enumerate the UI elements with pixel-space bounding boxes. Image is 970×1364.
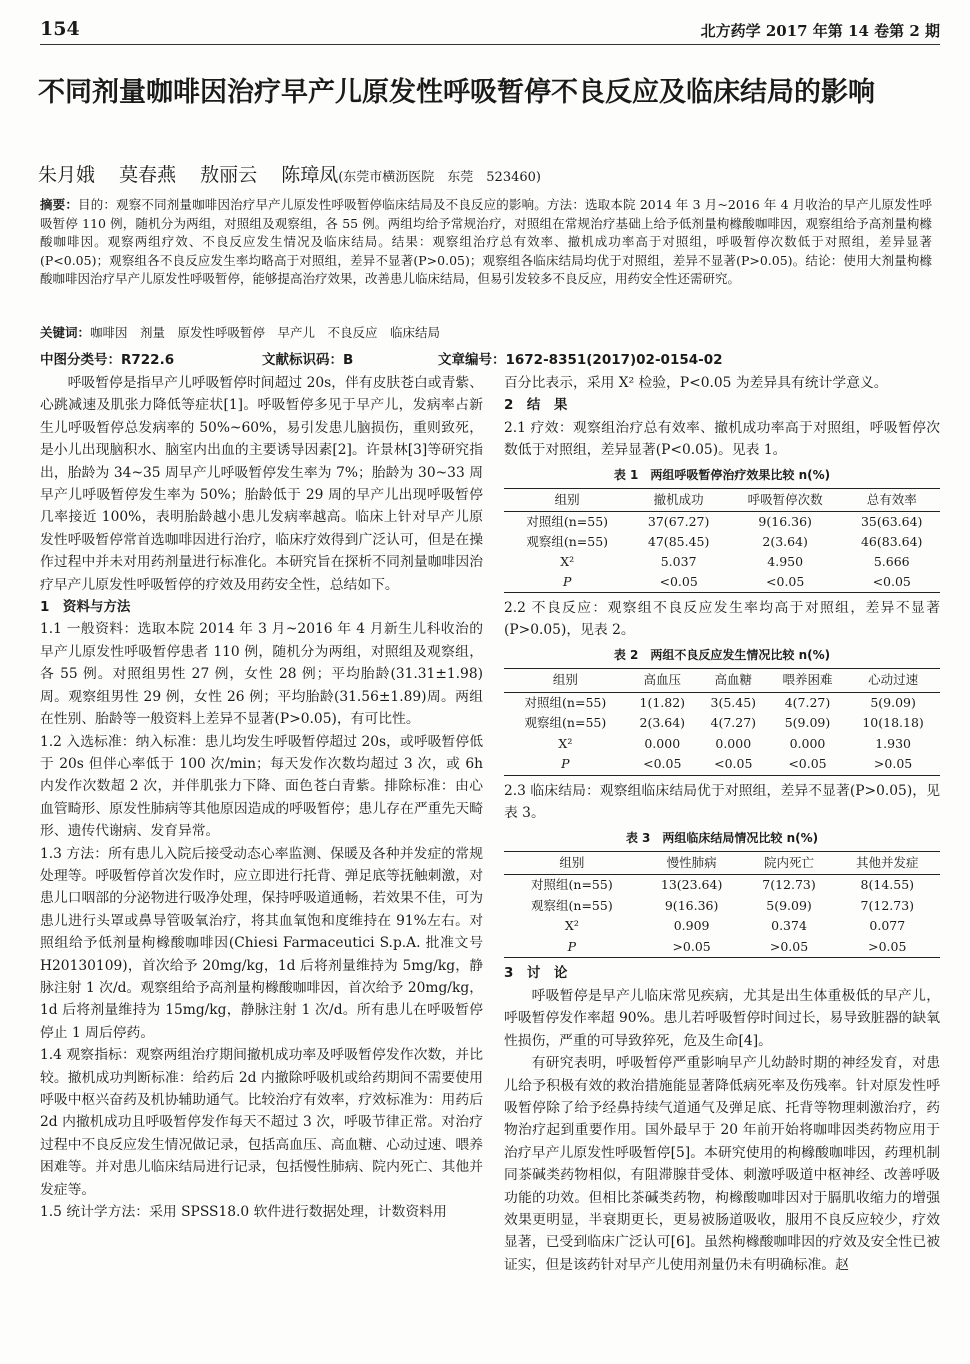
section-heading: 2 结 果 <box>504 397 568 414</box>
intro-paragraph: 呼吸暂停是指早产儿呼吸暂停时间超过 20s，伴有皮肤苍白或青紫、心跳减速及肌张力降低等症状[1]。呼吸暂停多见于早产儿，发病率占新生儿呼吸暂停总发病率的 50%~60%，易引发患儿脑损伤，重则致死，是小儿出现脑积水、脑室内出血的主要诱导因素[2]。许景林[3]等研究指出，胎龄为 34~35 周早产儿呼吸暂停发生率为 7%；胎龄为 30~33 周早产儿呼吸暂停发生率为 50%；胎龄低于 29 周的早产儿出现呼吸暂停几率接近 100%，表明胎龄越小患儿发病率越高。临床上针对早产儿原发性呼吸暂停常首选咖啡因进行治疗，临床疗效得到广泛认可，但是在操作过程中并未对用药剂量进行标准化。本研究旨在探析不同剂量咖啡因治疗早产儿原发性呼吸暂停的疗效及用药安全性，总结如下。 <box>40 375 483 593</box>
section-heading: 3 讨 论 <box>504 965 568 982</box>
table-header: 组别 <box>504 669 627 693</box>
table-cell: 5(9.09) <box>870 694 916 710</box>
paragraph-1-1: 1.1 一般资料：选取本院 2014 年 3 月~2016 年 4 月新生儿科收治的早产儿原发性呼吸暂停患者 110 例，随机分为两组，对照组及观察组，各 55 例。对照组男性 27 例，女性 28 例；平均胎龄(31.31±1.98)周。观察组男性 29 例，女性 26 例；平均胎龄(31.56±1.89)周。两组在性别、胎龄等一般资料上差异不显著(P>0.05)，有可比性。 <box>40 621 483 728</box>
keywords <box>40 324 932 342</box>
table-cell: 9(16.36) <box>664 897 719 913</box>
discussion-paragraph: 有研究表明，呼吸暂停严重影响早产儿幼龄时期的神经发育，对患儿给予积极有效的救治措施能显著降低病死率及伤残率。针对原发性呼吸暂停除了给予经鼻持续气道通气及弹足底、托背等物理刺激治疗，药物治疗起到重要作用。国外最早于 20 年前开始将咖啡因类药物应用于治疗早产儿原发性呼吸暂停[5]。本研究使用的枸橼酸咖啡因，药理机制同茶碱类药物相似，有阻滞腺苷受体、刺激呼吸道中枢神经、改善呼吸功能的功效。但相比茶碱类药物，枸橼酸咖啡因对于膈肌收缩力的增强效果更明显，半衰期更长，更易被肠道吸收，服用不良反应较少，疗效显著，已受到临床广泛认可[6]。虽然枸橼酸咖啡因的疗效及安全性已被证实，但是该药针对早产儿使用剂量仍未有明确标准。赵 <box>504 1055 940 1273</box>
table-cell: <0.05 <box>766 574 805 590</box>
table-header: 组别 <box>504 489 630 512</box>
abstract <box>40 196 932 289</box>
left-column <box>40 372 483 1223</box>
page-number: 154 <box>40 18 80 40</box>
table-header: 撤机成功 <box>630 489 727 512</box>
paragraph-2-3: 2.3 临床结局：观察组临床结局优于对照组，差异不显著(P>0.05)，见表 3。 <box>504 782 940 822</box>
table-row <box>504 875 940 896</box>
table-cell: 5(9.09) <box>784 715 831 731</box>
discussion-paragraph: 呼吸暂停是早产儿临床常见疾病，尤其是出生体重极低的早产儿，呼吸暂停发作率超 90%。患儿若呼吸暂停时间过长，易导致脏器的缺氧性损伤，严重的可导致猝死，危及生命[4]。 <box>504 987 940 1049</box>
table-cell: <0.05 <box>872 574 911 590</box>
table-header-row <box>504 669 940 693</box>
table-cell: <0.05 <box>714 756 753 772</box>
table-cell: 37(67.27) <box>647 514 710 530</box>
table-cell: 0.000 <box>789 735 826 751</box>
table-cell: 0.000 <box>715 735 752 751</box>
table-row <box>504 734 940 755</box>
table-cell: P <box>562 574 572 590</box>
table-cell: 5.666 <box>873 554 910 570</box>
table-cell: >0.05 <box>873 756 913 772</box>
abstract-label: 摘要： <box>40 197 79 212</box>
table-header: 呼吸暂停次数 <box>727 489 844 512</box>
table-cell: 7(12.73) <box>762 877 816 893</box>
table-cell: 观察组(n=55) <box>526 534 609 550</box>
table-cell: 2(3.64) <box>639 715 686 731</box>
table-cell: 0.077 <box>869 918 906 934</box>
table-row <box>504 572 940 593</box>
author-name: 莫春燕 <box>119 164 177 186</box>
table-cell: 46(83.64) <box>860 534 923 550</box>
table-header: 其他并发症 <box>835 851 940 875</box>
table-header: 喂养困难 <box>769 669 846 693</box>
table-3 <box>504 851 940 959</box>
table-cell: 观察组(n=55) <box>531 897 613 913</box>
table-cell: 4.950 <box>767 554 804 570</box>
table-header-row <box>504 489 940 512</box>
table-row <box>504 754 940 775</box>
author-name: 朱月娥 <box>38 164 96 186</box>
table-header: 总有效率 <box>843 489 940 512</box>
table-cell: 13(23.64) <box>660 877 723 893</box>
table-header: 慢性肺病 <box>640 851 744 875</box>
table-cell: 2(3.64) <box>762 534 808 550</box>
table-cell: <0.05 <box>788 756 827 772</box>
table-cell: 5(9.09) <box>766 897 812 913</box>
table-row <box>504 896 940 917</box>
table-cell: 4(7.27) <box>784 694 831 710</box>
right-column <box>504 372 940 1276</box>
table-cell: 35(63.64) <box>860 514 923 530</box>
table-row <box>504 937 940 958</box>
article-number: 文章编号：1672-8351(2017)02-0154-02 <box>438 352 723 368</box>
table-cell: >0.05 <box>868 938 907 954</box>
table-row <box>504 692 940 713</box>
paragraph-continued: 百分比表示，采用 X² 检验，P<0.05 为差异具有统计学意义。 <box>504 375 888 391</box>
paragraph-2-1: 2.1 疗效：观察组治疗总有效率、撤机成功率高于对照组，呼吸暂停次数低于对照组，差异显著(P<0.05)。见表 1。 <box>504 419 940 459</box>
table-cell: 47(85.45) <box>647 534 710 550</box>
table-header: 高血压 <box>627 669 698 693</box>
paragraph-2-2: 2.2 不良反应：观察组不良反应发生率均高于对照组，差异不显著(P>0.05)，见表 2。 <box>504 600 940 639</box>
paragraph-1-5: 1.5 统计学方法：采用 SPSS18.0 软件进行数据处理，计数资料用 <box>40 1204 447 1221</box>
table-cell: X² <box>558 735 573 751</box>
table-cell: 3(5.45) <box>710 694 757 710</box>
table-header: 院内死亡 <box>743 851 834 875</box>
affiliation: (东莞市横沥医院 东莞 523460) <box>338 170 541 185</box>
table-cell: X² <box>560 554 575 570</box>
article-title: 不同剂量咖啡因治疗早产儿原发性呼吸暂停不良反应及临床结局的影响 <box>38 77 875 108</box>
table-row <box>504 512 940 533</box>
table-2 <box>504 668 940 776</box>
keywords-label: 关键词： <box>40 325 91 340</box>
table-header: 高血糖 <box>698 669 769 693</box>
clc-code: 中图分类号：R722.6 <box>40 352 175 368</box>
abstract-text: 目的：观察不同剂量咖啡因治疗早产儿原发性呼吸暂停临床结局及不良反应的影响。方法：选取本院 2014 年 3 月~2016 年 4 月收治的早产儿原发性呼吸暂停 110 例，随机分为两组，对照组及观察组，各 55 例。两组均给予常规治疗，对照组在常规治疗基础上给予低剂量枸橼酸咖啡因，观察组给予高剂量枸橼酸咖啡因。观察两组疗效、不良反应发生情况及临床结局。结果：观察组治疗总有效率、撤机成功率高于对照组，呼吸暂停次数低于对照组，差异显著(P<0.05)；观察组各不良反应发生率均略高于对照组，差异不显著(P>0.05)；观察组各临床结局均优于对照组，差异不显著(P>0.05)。结论：使用大剂量枸橼酸咖啡因治疗早产儿原发性呼吸暂停，能够提高治疗效果，改善患儿临床结局，但易引发较多不良反应，用药安全性还需研究。 <box>40 197 932 286</box>
table-cell: P <box>561 756 570 772</box>
author-line <box>38 160 541 187</box>
table-cell: 1.930 <box>875 735 911 751</box>
table-1-caption: 表 1 两组呼吸暂停治疗效果比较 n(%) <box>613 467 831 482</box>
table-cell: 9(16.36) <box>758 514 812 530</box>
author-name: 敖丽云 <box>200 164 258 186</box>
table-cell: >0.05 <box>672 938 711 954</box>
doc-code: 文献标识码：B <box>262 352 354 368</box>
table-cell: <0.05 <box>659 574 698 590</box>
table-cell: 对照组(n=55) <box>524 694 607 710</box>
page-header <box>40 14 940 45</box>
table-cell: P <box>567 938 577 954</box>
table-cell: 1(1.82) <box>639 694 686 710</box>
table-header: 心动过速 <box>846 669 940 693</box>
table-header-row <box>504 851 940 875</box>
table-cell: 5.037 <box>660 554 697 570</box>
table-cell: <0.05 <box>643 756 682 772</box>
table-row <box>504 532 940 552</box>
paragraph-1-3: 1.3 方法：所有患儿入院后接受动态心率监测、保暖及各种并发症的常规处理等。呼吸暂停首次发作时，应立即进行托背、弹足底等抚触刺激，对患儿口咽部的分泌物进行吸净处理，保持呼吸道通畅，若效果不佳，可为患儿进行头罩或鼻导管吸氧治疗，将其血氧饱和度维持在 91%左右。对照组给予低剂量枸橼酸咖啡因(Chiesi Farmaceutici S.p.A. 批准文号 H20130109)，首次给予 20mg/kg，1d 后将剂量维持为 5mg/kg，静脉注射 1 次/d。观察组给予高剂量枸橼酸咖啡因，首次给予 20mg/kg，1d 后将剂量维持为 15mg/kg，静脉注射 1 次/d。所有患儿在呼吸暂停停止 1 周后停药。 <box>40 845 483 1041</box>
table-cell: 10(18.18) <box>862 715 924 731</box>
table-cell: 8(14.55) <box>860 877 915 893</box>
table-row <box>504 713 940 734</box>
table-row <box>504 552 940 572</box>
table-cell: 对照组(n=55) <box>531 877 613 893</box>
table-cell: 对照组(n=55) <box>526 514 609 530</box>
table-cell: 0.374 <box>771 918 807 934</box>
table-cell: 4(7.27) <box>710 715 757 731</box>
table-cell: 0.909 <box>673 918 710 934</box>
author-name: 陈璋凤 <box>281 164 339 186</box>
table-row <box>504 916 940 937</box>
table-cell: >0.05 <box>769 938 809 954</box>
table-cell: 0.000 <box>644 735 681 751</box>
keywords-text: 咖啡因 剂量 原发性呼吸暂停 早产儿 不良反应 临床结局 <box>90 325 441 340</box>
journal-info: 北方药学 2017 年第 14 卷第 2 期 <box>700 22 940 40</box>
paragraph-1-2: 1.2 入选标准：纳入标准：患儿均发生呼吸暂停超过 20s，或呼吸暂停低于 20s 但伴心率低于 100 次/min；每天发作次数均超过 3 次，或 6h 内发作次数超 2 次，并伴肌张力下降、面色苍白青紫。排除标准：由心血管畸形、原发性肺病等其他原因造成的呼吸暂停；患儿存在严重先天畸形、遗传代谢病、发育异常。 <box>40 733 483 840</box>
section-heading: 1 资料与方法 <box>40 599 131 616</box>
table-header: 组别 <box>504 851 640 875</box>
table-cell: 观察组(n=55) <box>524 715 607 731</box>
table-cell: 7(12.73) <box>860 897 915 913</box>
table-2-caption: 表 2 两组不良反应发生情况比较 n(%) <box>613 647 831 662</box>
table-cell: X² <box>564 918 579 934</box>
paragraph-1-4: 1.4 观察指标：观察两组治疗期间撤机成功率及呼吸暂停发作次数，并比较。撤机成功判断标准：给药后 2d 内撤除呼吸机或给药期间不需要使用呼吸中枢兴奋药及机协辅助通气。比较治疗有效率，疗效标准为：用药后 2d 内撤机成功且呼吸暂停发作每天不超过 3 次，呼吸节律正常。对治疗过程中不良反应发生情况做记录，包括高血压、高血糖、心动过速、喂养困难等。并对患儿临床结局进行记录，包括慢性肺病、院内死亡、其他并发症等。 <box>40 1047 483 1198</box>
table-3-caption: 表 3 两组临床结局情况比较 n(%) <box>625 830 819 845</box>
table-1 <box>504 488 940 593</box>
